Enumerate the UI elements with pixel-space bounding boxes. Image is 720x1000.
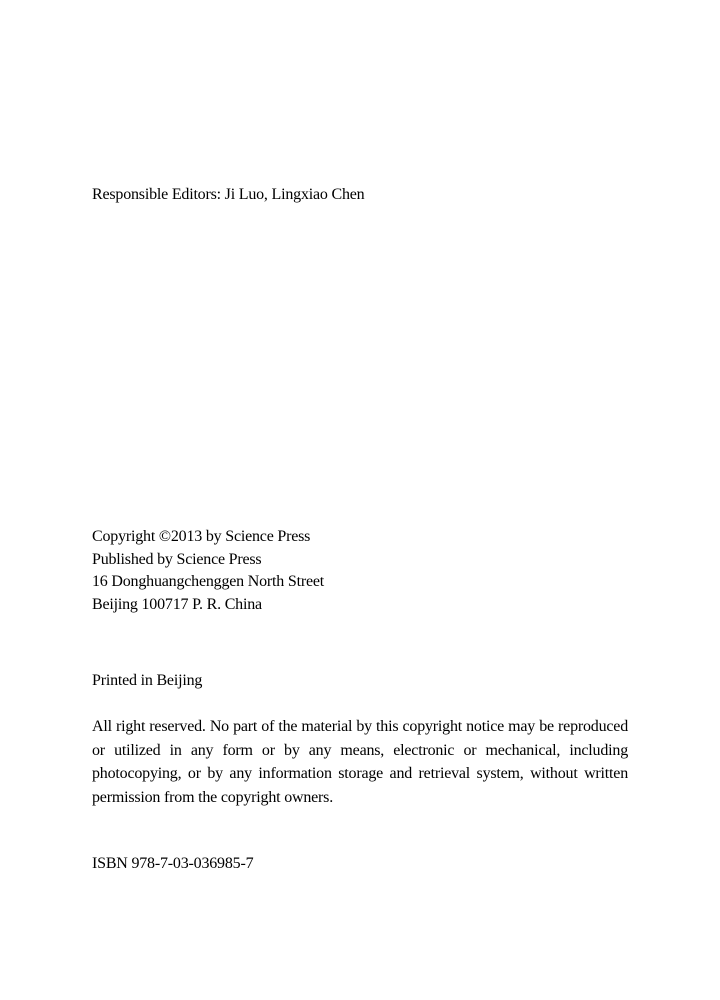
isbn <box>92 853 253 876</box>
printed-in <box>92 670 202 693</box>
isbn-text: ISBN 978-7-03-036985-7 <box>92 855 254 872</box>
responsible-editors <box>92 184 364 207</box>
address-city-line: Beijing 100717 P. R. China <box>92 595 262 613</box>
printed-in-text: Printed in Beijing <box>92 672 203 689</box>
copyright-line: Copyright ©2013 by Science Press <box>92 528 311 545</box>
address-street-line: 16 Donghuangchenggen North Street <box>92 573 325 590</box>
published-by-line: Published by Science Press <box>92 550 262 568</box>
responsible-editors-text: Responsible Editors: Ji Luo, Lingxiao Chen <box>92 186 365 203</box>
rights-notice <box>92 715 628 810</box>
publisher-info <box>92 526 324 616</box>
rights-notice-text: All right reserved. No part of the material by this copyright notice may be reproduced or utilized in any form or by any means, electronic or mechanical, including photocopying, or by any information storage and retrieval system, without written permission from the copyright owners. <box>92 718 628 807</box>
